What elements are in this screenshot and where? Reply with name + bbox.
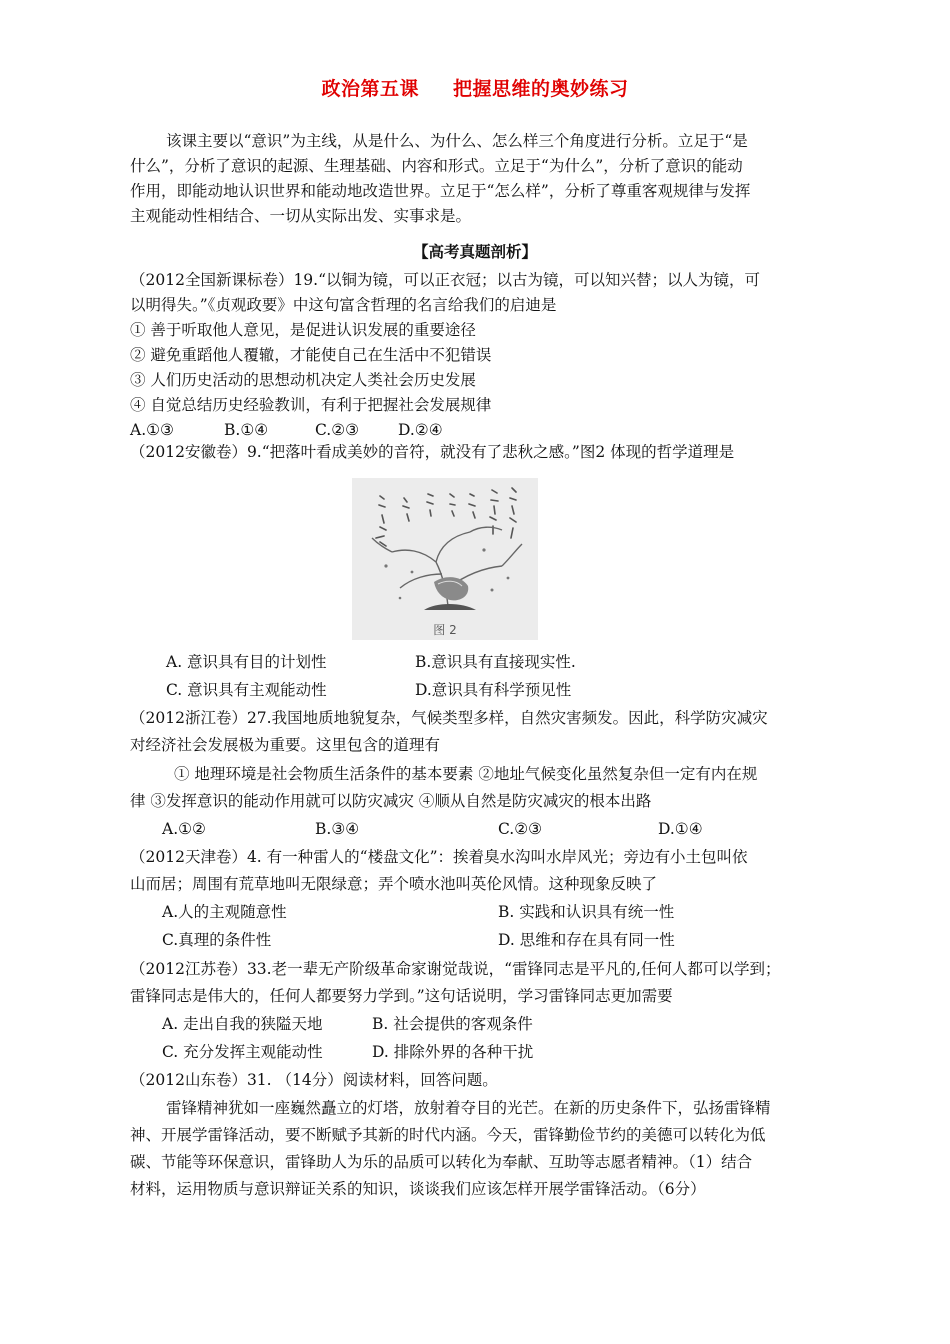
answer-option: C.②③ xyxy=(315,421,360,439)
answer-option: A.①③ xyxy=(130,421,174,439)
answer-option: B.意识具有直接现实性. xyxy=(415,653,576,671)
question-line: 以明得失。”《贞观政要》中这句富含哲理的名言给我们的启迪是 xyxy=(130,296,557,314)
answer-option: D.②④ xyxy=(398,421,443,439)
title-part-1: 政治第五课 xyxy=(321,78,419,100)
statement-item: 律 ③发挥意识的能动作用就可以防灾减灾 ④顺从自然是防灾减灾的根本出路 xyxy=(130,792,652,810)
answer-option: B. 实践和认识具有统一性 xyxy=(498,903,675,921)
intro-line: 该课主要以“意识”为主线，从是什么、为什么、怎么样三个角度进行分析。立足于“是 xyxy=(166,132,748,150)
answer-option: A. 走出自我的狭隘天地 xyxy=(162,1015,323,1033)
answer-option: D. 排除外界的各种干扰 xyxy=(372,1043,534,1061)
answer-option: C.②③ xyxy=(498,820,543,838)
question-line: （2012山东卷）31. （14分）阅读材料，回答问题。 xyxy=(130,1071,498,1089)
answer-option: C. 意识具有主观能动性 xyxy=(166,681,327,699)
answer-option: C. 充分发挥主观能动性 xyxy=(162,1043,323,1061)
material-line: 材料，运用物质与意识辩证关系的知识，谈谈我们应该怎样开展学雷锋活动。（6分） xyxy=(130,1180,706,1198)
answer-option: A. 意识具有目的计划性 xyxy=(166,653,327,671)
answer-option: B.③④ xyxy=(315,820,360,838)
question-line: 山而居；周围有荒草地叫无限绿意；弄个喷水池叫英伦风情。这种现象反映了 xyxy=(130,875,658,893)
answer-option: A.人的主观随意性 xyxy=(162,903,287,921)
statement-item: ② 避免重蹈他人覆辙，才能使自己在生活中不犯错误 xyxy=(130,346,492,364)
statement-item: ③ 人们历史活动的思想动机决定人类社会历史发展 xyxy=(130,371,476,389)
statement-item: ① 地理环境是社会物质生活条件的基本要素 ②地址气候变化虽然复杂但一定有内在规 xyxy=(174,765,758,783)
figure-caption: 图 2 xyxy=(433,623,457,637)
question-line: （2012全国新课标卷）19.“以铜为镜，可以正衣冠；以古为镜，可以知兴替；以人为镜，可 xyxy=(130,271,761,289)
material-line: 神、开展学雷锋活动，要不断赋予其新的时代内涵。今天，雷锋勤俭节约的美德可以转化为低 xyxy=(130,1126,766,1144)
statement-item: ④ 自觉总结历史经验教训，有利于把握社会发展规律 xyxy=(130,396,492,414)
title-part-2: 把握思维的奥妙练习 xyxy=(453,78,629,100)
question-line: （2012安徽卷）9.“把落叶看成美妙的音符，就没有了悲秋之感。”图2 体现的哲学道理是 xyxy=(130,443,735,461)
intro-line: 主观能动性相结合、一切从实际出发、实事求是。 xyxy=(130,207,472,225)
material-line: 碳、节能等环保意识，雷锋助人为乐的品质可以转化为奉献、互助等志愿者精神。（1）结合 xyxy=(130,1153,753,1171)
intro-line: 作用，即能动地认识世界和能动地改造世界。立足于“怎么样”，分析了尊重客观规律与发挥 xyxy=(130,182,751,200)
question-line: （2012浙江卷）27.我国地质地貌复杂，气候类型多样，自然灾害频发。因此，科学防灾减灾 xyxy=(130,709,768,727)
question-line: 雷锋同志是伟大的，任何人都要努力学到。”这句话说明，学习雷锋同志更加需要 xyxy=(130,987,673,1005)
section-heading: 【高考真题剖析】 xyxy=(412,243,537,261)
answer-option: D. 思维和存在具有同一性 xyxy=(498,931,675,949)
intro-line: 什么”，分析了意识的起源、生理基础、内容和形式。立足于“为什么”，分析了意识的能动 xyxy=(130,157,743,175)
answer-option: C.真理的条件性 xyxy=(162,931,272,949)
answer-option: D.意识具有科学预见性 xyxy=(415,681,572,699)
page-title xyxy=(0,74,950,101)
question-line: （2012天津卷）4. 有一种雷人的“楼盘文化”：挨着臭水沟叫水岸风光；旁边有小土包叫依 xyxy=(130,848,748,866)
tree-illustration xyxy=(352,478,538,640)
figure-2-illustration xyxy=(352,478,538,640)
answer-option: B.①④ xyxy=(224,421,269,439)
statement-item: ① 善于听取他人意见，是促进认识发展的重要途径 xyxy=(130,321,476,339)
question-line: （2012江苏卷）33.老一辈无产阶级革命家谢觉哉说，“雷锋同志是平凡的,任何人都可以学到； xyxy=(130,960,781,978)
answer-option: D.①④ xyxy=(658,820,703,838)
material-line: 雷锋精神犹如一座巍然矗立的灯塔，放射着夺目的光芒。在新的历史条件下，弘扬雷锋精 xyxy=(166,1099,771,1117)
question-line: 对经济社会发展极为重要。这里包含的道理有 xyxy=(130,736,441,754)
answer-option: A.①② xyxy=(162,820,206,838)
answer-option: B. 社会提供的客观条件 xyxy=(372,1015,533,1033)
